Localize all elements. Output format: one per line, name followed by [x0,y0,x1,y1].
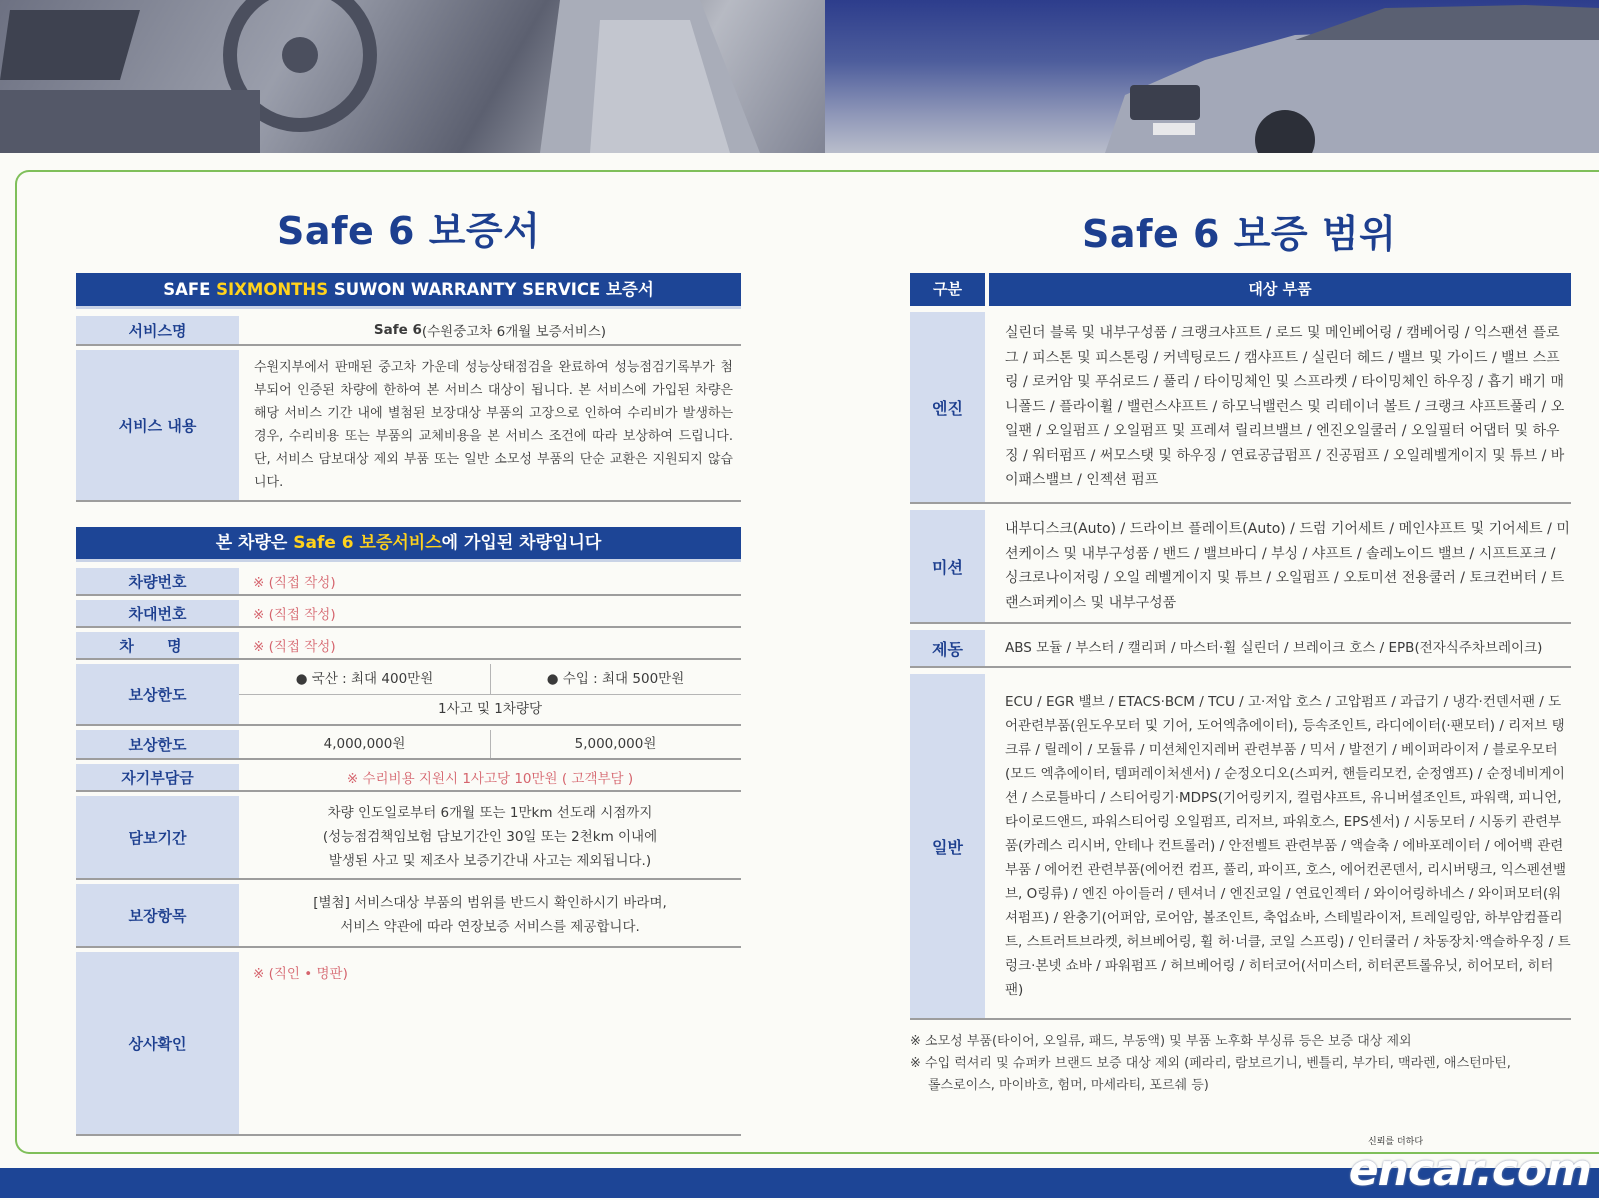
domestic-limit [239,664,491,694]
service-name-label: 서비스명 [76,316,239,344]
service-content-text: 수원지부에서 판매된 중고차 가운데 성능상태점검을 완료하여 성능점검기록부가 첨부되어 인증된 차량에 한하여 본 서비스 대상이 됩니다. 본 서비스에 가입된 차량은 해당 서비스 기간 내에 별첨된 보장대상 부품의 고장으로 인하여 수리비가 발생하는 경우, 수리비용 또는 부품의 교체비용을 본 서비스 조건에 따라 보상하여 드립니다. 단, 서비스 담보대상 제외 부품 또는 일반 소모성 부품의 단순 교환은 지원되지 않습니다. [254,360,733,490]
header-prefix: SAFE [163,280,217,299]
parts-row-engine [910,312,1571,504]
banner2-prefix: 본 차량은 [215,533,294,553]
interior-illustration [0,0,825,153]
car-name-label: 차 명 [76,632,239,658]
per-accident-text: 1사고 및 1차량당 [437,701,542,717]
coverage-period-row [76,796,741,880]
domestic-limit-text: ● 국산 : 최대 400만원 [295,671,434,687]
col-parts-header: 대상 부품 [989,273,1571,306]
header-suffix: SUWON WARRANTY SERVICE 보증서 [328,280,654,299]
top-banner-photo [0,0,1599,153]
exclusion-note-luxury: ※ 수입 럭셔리 및 슈퍼카 브랜드 보증 대상 제외 (페라리, 람보르기니, 벤틀리, 부가티, 맥라렌, 애스턴마틴, [910,1056,1511,1071]
compensation-amount-label: 보상한도 [76,730,239,758]
limit-options [239,664,741,695]
warranty-service-header [76,273,741,306]
deductible-value: ※ 수리비용 지원시 1사고당 10만원 ( 고객부담 ) [346,771,634,787]
header-highlight: SIXMONTHS [216,280,329,299]
category-engine: 엔진 [910,312,985,502]
parts-brake: ABS 모듈 / 부스터 / 캘리퍼 / 마스터·휠 실린더 / 브레이크 호스 / EPB(전자식주차브레이크) [1005,639,1543,656]
chassis-number-field[interactable]: ※ (직접 작성) [253,607,336,623]
chassis-number-row [76,600,741,628]
parts-row-brake [910,630,1571,668]
vehicle-number-row [76,568,741,596]
service-name-value [239,316,741,344]
sedan-car-photo [825,0,1599,153]
parts-transmission: 내부디스크(Auto) / 드라이브 플레이트(Auto) / 드럼 기어세트 / 메인샤프트 및 기어세트 / 미션케이스 및 내부구성품 / 밴드 / 밸브바디 / 부싱 / 샤프트 / 솔레노이드 밸브 / 시프트포크 / 싱크로나이저링 / 오일 레벨게이지 및 튜브 / 오일펌프 / 오토미션 전용쿨러 / 토크컨버터 / 트랜스퍼케이스 및 내부구성품 [1005,521,1570,611]
dealer-stamp-field[interactable]: ※ (직인 • 명판) [253,966,348,982]
parts-engine: 실린더 블록 및 내부구성품 / 크랭크샤프트 / 로드 및 메인베어링 / 캠베어링 / 익스팬션 플로그 / 피스톤 및 피스톤링 / 커넥팅로드 / 캠샤프트 / 실린더 헤드 / 밸브 및 가이드 / 밸브 스프링 / 로커암 및 푸쉬로드 / 풀리 / 타이밍체인 및 스프라켓 / 타이밍체인 하우징 / 흡기 배기 매니폴드 / 플라이휠 / 밸런스샤프트 / 하모닉밸런스 및 리테이너 볼트 / 크랭크 샤프트풀리 / 오일팬 / 오일펌프 / 오일펌프 및 프레셔 릴리브밸브 / 엔진오일쿨러 / 오일필터 어댑터 및 하우징 / 워터펌프 / 써모스탯 및 하우징 / 연료공급펌프 / 진공펌프 / 오일레벨게이지 및 튜브 / 바이패스밸브 / 인젝션 펌프 [1005,325,1565,489]
exclusion-note-consumables: ※ 소모성 부품(타이어, 오일류, 패드, 부동액) 및 부품 노후화 부싱류 등은 보증 대상 제외 [910,1034,1412,1049]
period-line-3: 발생된 사고 및 제조사 보증기간내 사고는 제외됩니다.) [328,853,652,869]
category-brake: 제동 [910,630,985,666]
period-line-2: (성능점검책임보험 담보기간인 30일 또는 2천km 이내에 [322,829,658,845]
vehicle-number-label: 차량번호 [76,568,239,594]
car-name-field[interactable]: ※ (직접 작성) [253,639,336,655]
imported-limit-text: ● 수입 : 최대 500만원 [546,671,685,687]
enrolled-vehicle-banner [76,527,741,559]
dealer-confirmation-row [76,952,741,1136]
domestic-amount: 4,000,000원 [239,730,491,758]
col-category-header: 구분 [910,273,985,306]
coverage-items-value [239,884,741,946]
car-interior-photo [0,0,825,153]
coverage-items-row [76,884,741,948]
vehicle-number-field[interactable]: ※ (직접 작성) [253,575,336,591]
service-content-row [76,350,741,502]
service-name-row [76,316,741,346]
compensation-limit-label: 보상한도 [76,664,239,724]
parts-row-general [910,674,1571,1020]
parts-row-transmission [910,510,1571,624]
car-name-row [76,632,741,660]
service-name-bold: Safe 6 [373,322,422,338]
coverage-line-2: 서비스 약관에 따라 연장보증 서비스를 제공합니다. [340,919,640,935]
parts-general: ECU / EGR 밸브 / ETACS·BCM / TCU / 고·저압 호스 / 고압펌프 / 과급기 / 냉각·컨덴서팬 / 도어관련부품(윈도우모터 및 기어, 도어엑츄에이터), 등속조인트, 라디에이터(·팬모터) / 리저브 탱크류 / 릴레이 / 모듈류 / 미션체인지레버 관련부품 / 믹서 / 발전기 / 베이퍼라이저 / 블로우모터(모드 엑츄에이터, 템퍼레이처센서) / 순정오디오(스피커, 핸들리모컨, 순정앰프) / 순정네비게이션 / 스로틀바디 / 스티어링기·MDPS(기어링키지, 컬럼샤프트, 유니버셜조인트, 파워랙, 피니언, 타이로드앤드, 파워스티어링 오일펌프, 리저브, 파워호스, EPS센서) / 시동모터 / 시동키 관련부품(카레스 리시버, 안테나 컨트롤러) / 안전벨트 관련부품 / 액슬축 / 에바포레이터 / 에어백 관련부품 / 에어컨 관련부품(에어컨 컴프, 풀리, 파이프, 호스, 에어컨콘덴서, 리시버탱크, 익스펜션밸브, O링류) / 엔진 아이들러 / 텐셔너 / 엔진코일 / 연료인젝터 / 와이어링하네스 / 와이퍼모터(워셔펌프) / 완충기(어퍼암, 로어암, 볼조인트, 축업쇼바, 스테빌라이저, 트레일링암, 하부암컴플리트, 스트러트브라켓, 허브베어링, 휠 허·너클, 코일 스프링) / 인터쿨러 / 차동장치·액슬하우징 / 트렁크·본넷 쇼바 / 파워펌프 / 허브베어링 / 히터코어(서미스터, 히터콘트롤유닛, 히어모터, 히터팬) [1005,694,1571,998]
coverage-period-value [239,796,741,878]
compensation-limit-row [76,664,741,726]
category-general: 일반 [910,674,985,1018]
exclusion-note-luxury-cont: 롤스로이스, 마이바흐, 험머, 마세라티, 포르쉐 등) [928,1078,1209,1093]
service-content-label: 서비스 내용 [76,350,239,500]
chassis-number-label: 차대번호 [76,600,239,626]
compensation-amount-row [76,730,741,760]
encar-tagline: 신뢰를 더하다 [1368,1137,1424,1147]
banner2-suffix: 에 가입된 차량입니다 [441,533,602,553]
warranty-certificate-title: Safe 6 보증서 [277,209,541,253]
coverage-period-label: 담보기간 [76,796,239,878]
deductible-label: 자기부담금 [76,764,239,790]
imported-limit [490,664,741,694]
period-line-1: 차량 인도일로부터 6개월 또는 1만km 선도래 시점까지 [327,805,653,821]
warranty-scope-title: Safe 6 보증 범위 [1082,212,1397,256]
encar-logo: encar.com [1348,1145,1591,1196]
banner2-highlight: Safe 6 보증서비스 [293,533,442,553]
coverage-items-label: 보장항목 [76,884,239,946]
sedan-illustration [825,0,1599,153]
deductible-row [76,764,741,792]
service-name-rest: (수원중고차 6개월 보증서비스) [421,324,607,340]
dealer-confirmation-label: 상사확인 [76,952,239,1134]
imported-amount: 5,000,000원 [574,736,657,752]
category-transmission: 미션 [910,510,985,622]
coverage-line-1: [별첨] 서비스대상 부품의 범위를 반드시 확인하시기 바라며, [313,895,667,911]
